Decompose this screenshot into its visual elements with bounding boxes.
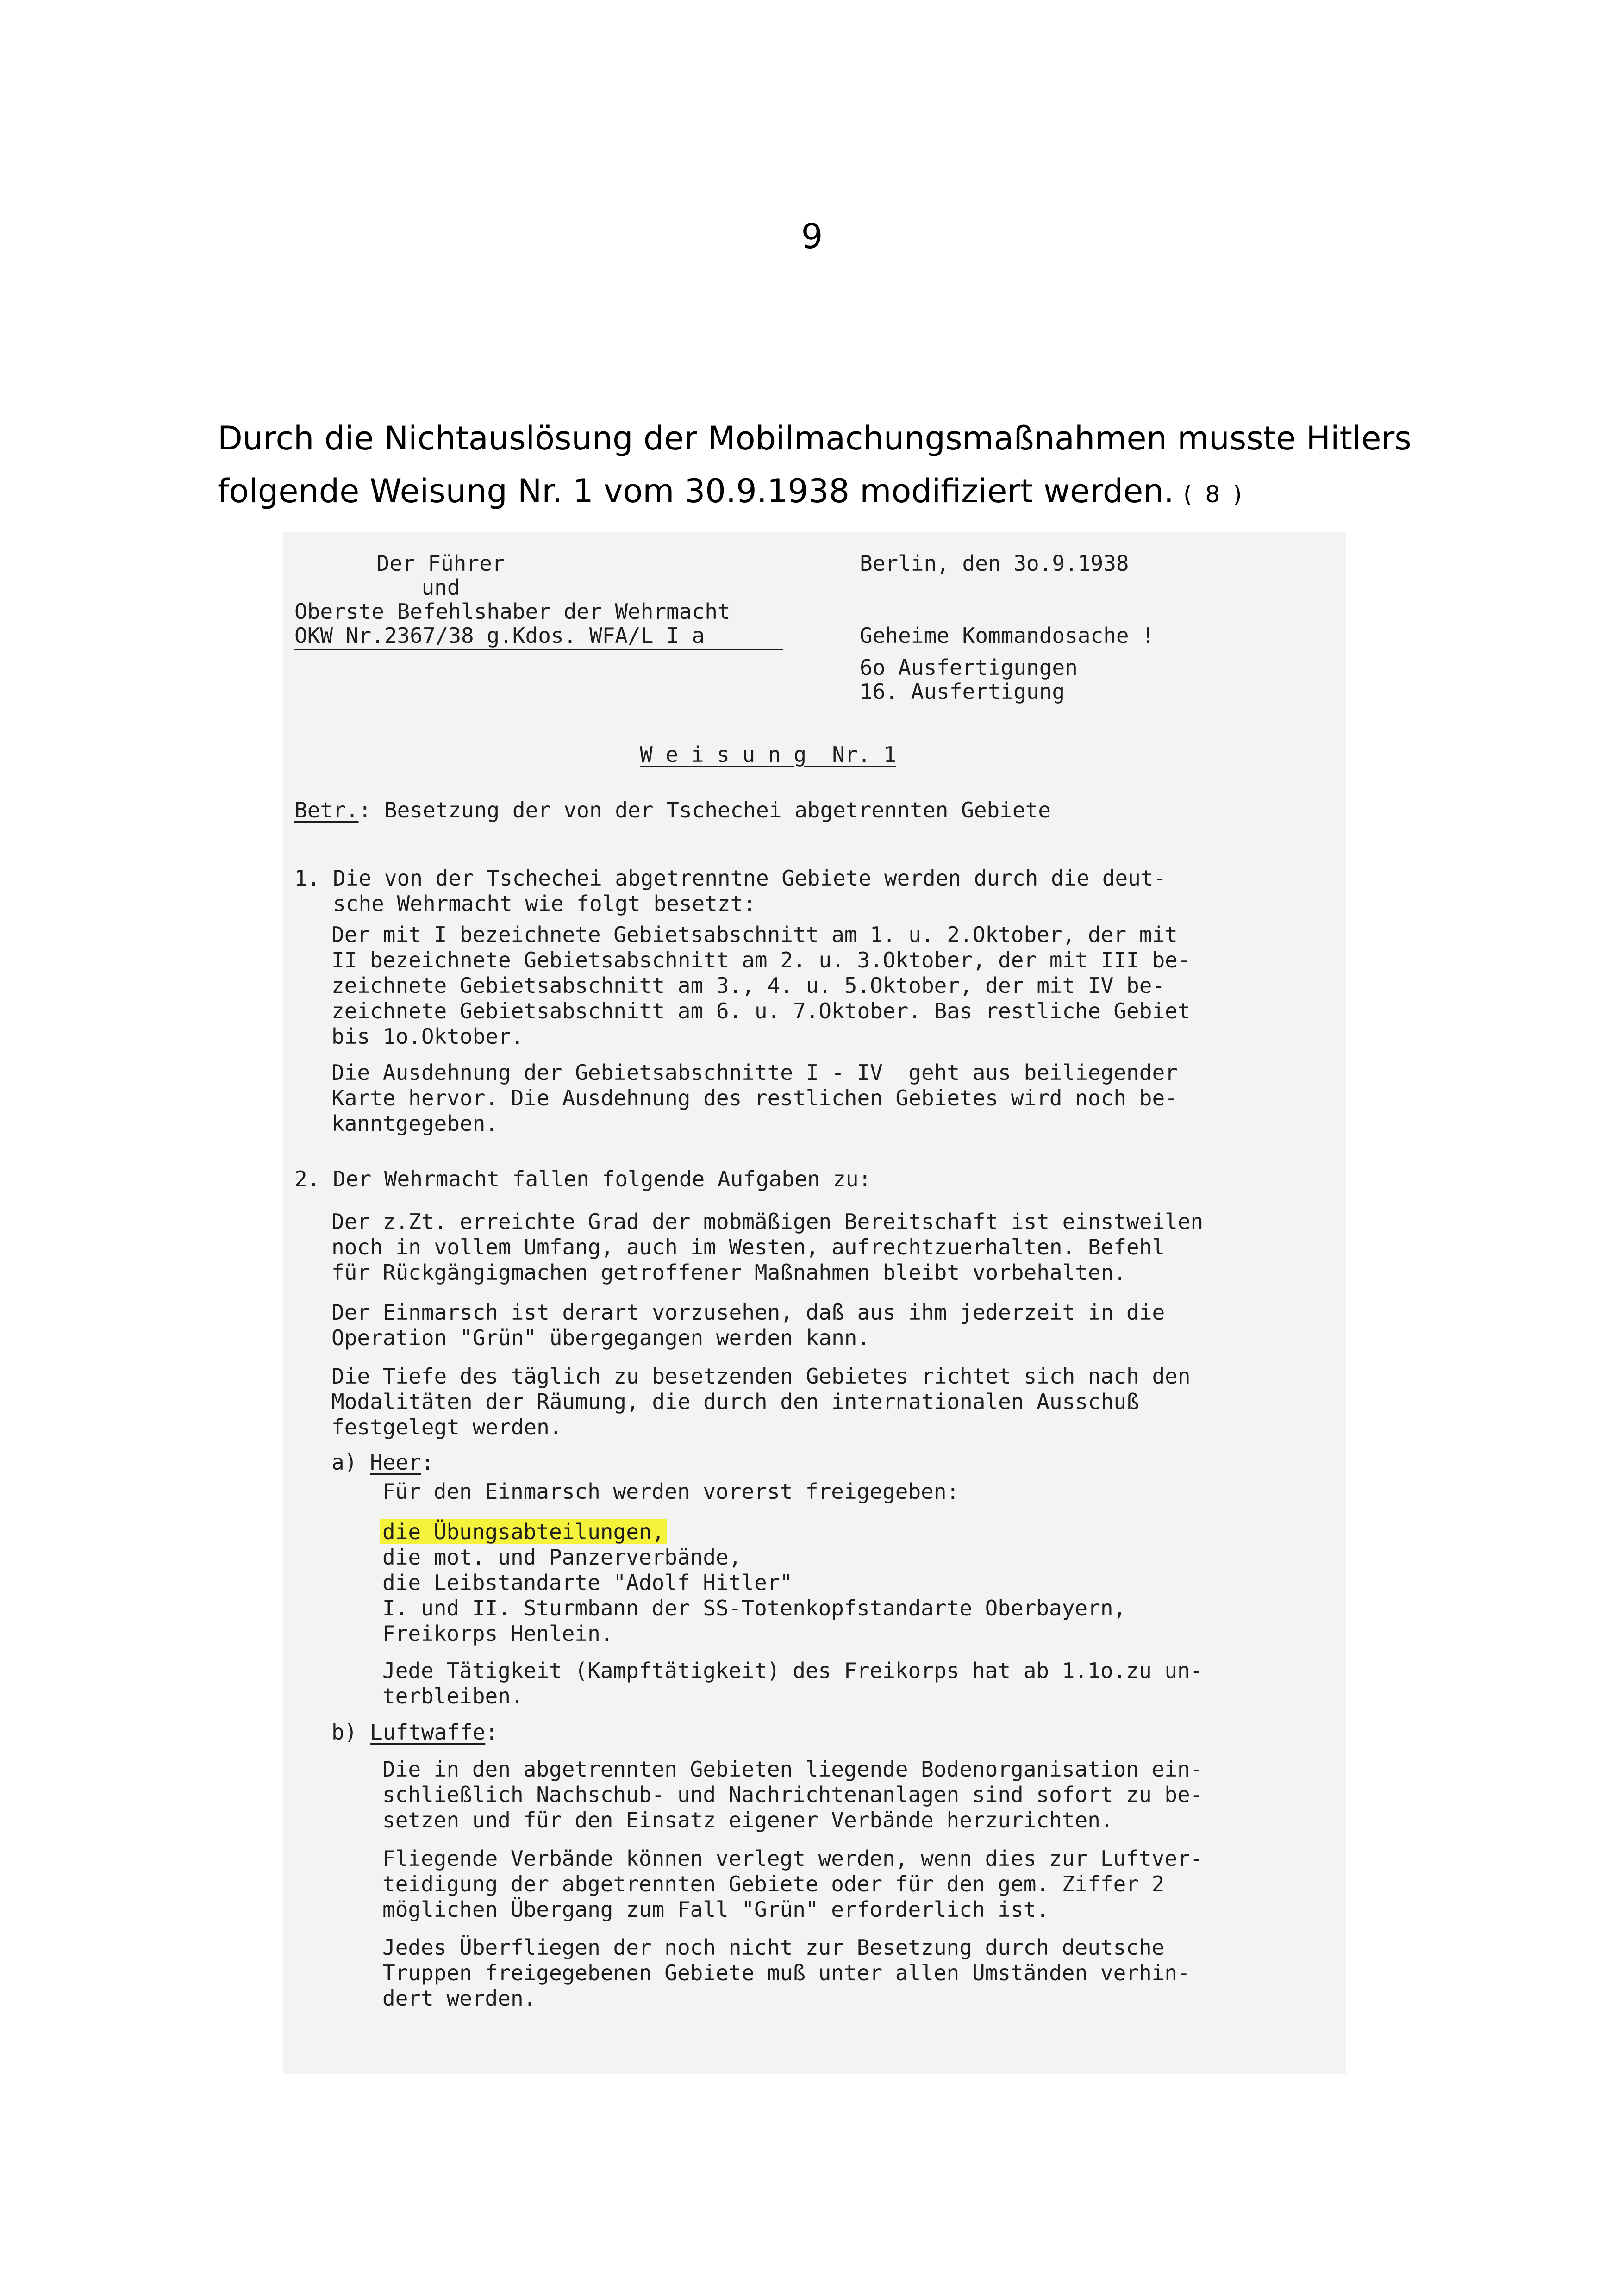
subject-label: Betr.: [294, 798, 359, 823]
header-oberste: Oberste Befehlshaber der Wehrmacht: [294, 599, 731, 624]
subsection-a-colon: :: [421, 1450, 434, 1475]
header-date: Berlin, den 3o.9.1938: [860, 551, 1129, 576]
subsection-b-paragraph-2: Fliegende Verbände können verlegt werden, wenn dies zur Luftver- teidigung der abgetrennten Gebiete oder für den gem. Ziffer 2 möglichen Übergang zum Fall "Grün" erforderlich ist.: [382, 1846, 1203, 1922]
highlighted-line: [380, 1519, 667, 1545]
header-copies: 6o Ausfertigungen: [860, 655, 1078, 680]
document-title: W e i s u n g Nr. 1: [640, 742, 896, 767]
scanned-document: [283, 532, 1346, 2074]
header-copy-number: 16. Ausfertigung: [860, 679, 1065, 704]
subsection-a-label: a): [331, 1450, 370, 1475]
subsection-a: [331, 1450, 434, 1475]
subsection-a-note: Jede Tätigkeit (Kampftätigkeit) des Freikorps hat ab 1.1o.zu un- terbleiben.: [382, 1658, 1203, 1709]
yellow-highlight: die Übungsabteilungen,: [380, 1519, 667, 1544]
intro-line-1: Durch die Nichtauslösung der Mobilmachungsmaßnahmen musste Hitlers: [218, 419, 1412, 457]
subsection-a-intro: Für den Einmarsch werden vorerst freigegeben:: [382, 1479, 960, 1504]
header-okw-number: OKW Nr.2367/38 g.Kdos. WFA/L I a: [294, 623, 705, 648]
subsection-b: [331, 1720, 498, 1745]
subsection-b-label: b): [331, 1720, 370, 1745]
section-1-heading: 1. Die von der Tschechei abgetrenntne Gebiete werden durch die deut- sche Wehrmacht wie folgt besetzt:: [294, 866, 1167, 916]
header-fuehrer: Der Führer: [376, 551, 505, 576]
subject-line: [294, 798, 1051, 823]
page-number: 9: [801, 217, 823, 256]
section-2-paragraph-3: Die Tiefe des täglich zu besetzenden Gebietes richtet sich nach den Modalitäten der Räumung, die durch den internationalen Ausschuß festgelegt werden.: [331, 1364, 1191, 1440]
header-und: und: [421, 575, 460, 600]
subsection-a-list: die mot. und Panzerverbände, die Leibstandarte "Adolf Hitler" I. und II. Sturmbann der SS-Totenkopfstandarte Oberbayern, Freikorps Henlein.: [382, 1545, 1126, 1646]
subsection-b-colon: :: [485, 1720, 499, 1745]
intro-text: [218, 412, 1430, 521]
section-2-paragraph-1: Der z.Zt. erreichte Grad der mobmäßigen Bereitschaft ist einstweilen noch in vollem Umfang, auch im Westen, aufrechtzuerhalten. Befehl für Rückgängigmachen getroffener Maßnahmen bleibt vorbehalten.: [331, 1209, 1204, 1285]
subject-text: : Besetzung der von der Tschechei abgetrennten Gebiete: [358, 798, 1051, 823]
subsection-b-paragraph-1: Die in den abgetrennten Gebieten liegende Bodenorganisation ein- schließlich Nachschub- und Nachrichtenanlagen sind sofort zu be- setzen und für den Einsatz eigener Verbände herzurichten.: [382, 1757, 1203, 1833]
section-1-paragraph-1: Der mit I bezeichnete Gebietsabschnitt am 1. u. 2.Oktober, der mit II bezeichnete Gebietsabschnitt am 2. u. 3.Oktober, der mit III be- zeichnete Gebietsabschnitt am 3., 4. u. 5.Oktober, der mit IV be- zeichnete Gebietsabschnitt am 6. u. 7.Oktober. Bas restliche Gebiet bis 1o.Oktober.: [331, 922, 1191, 1049]
header-classification: Geheime Kommandosache !: [860, 623, 1155, 648]
subsection-a-title: Heer: [370, 1450, 421, 1475]
section-2-paragraph-2: Der Einmarsch ist derart vorzusehen, daß aus ihm jederzeit in die Operation "Grün" übergegangen werden kann.: [331, 1300, 1165, 1350]
subsection-b-paragraph-3: Jedes Überfliegen der noch nicht zur Besetzung durch deutsche Truppen freigegebenen Gebiete muß unter allen Umständen verhin- dert werden.: [382, 1935, 1190, 2011]
intro-line-2: [218, 465, 1430, 521]
section-1-paragraph-2: Die Ausdehnung der Gebietsabschnitte I - IV geht aus beiliegender Karte hervor. Die Ausdehnung des restlichen Gebietes wird noch be- kanntgegeben.: [331, 1060, 1178, 1136]
footnote-reference: ( 8 ): [1183, 481, 1245, 508]
header-underline: [294, 649, 783, 650]
section-2-heading: 2. Der Wehrmacht fallen folgende Aufgaben zu:: [294, 1166, 872, 1191]
intro-line-2-text: folgende Weisung Nr. 1 vom 30.9.1938 modifiziert werden.: [218, 472, 1174, 510]
subsection-b-title: Luftwaffe: [370, 1720, 486, 1745]
